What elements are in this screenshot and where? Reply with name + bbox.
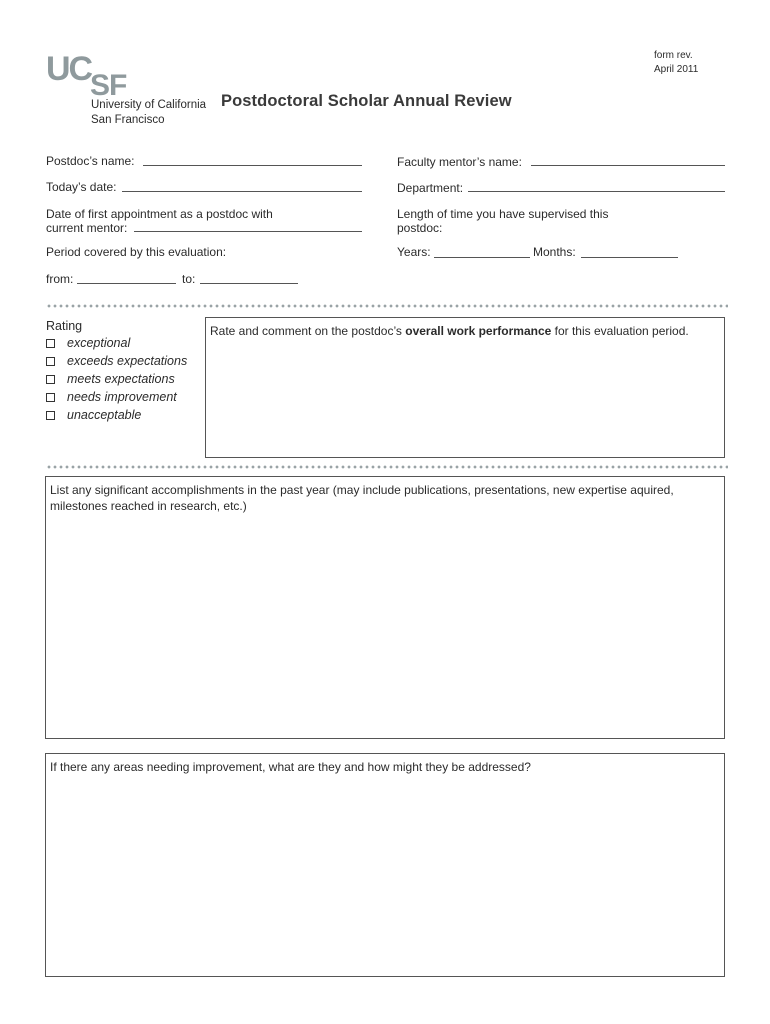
ucsf-logo [46, 50, 138, 96]
supervised-length-label: Length of time you have supervised this postdoc: [397, 207, 609, 235]
years-field[interactable] [434, 257, 530, 258]
rating-heading: Rating [46, 319, 83, 333]
rating-option-needs-improvement[interactable]: needs improvement [46, 390, 177, 404]
todays-date-label: Today’s date: [46, 180, 117, 194]
university-name: University of California San Francisco [91, 99, 207, 126]
rating-option-unacceptable[interactable]: unacceptable [46, 408, 141, 422]
dotted-divider [46, 465, 728, 469]
first-appointment-field[interactable] [134, 231, 362, 232]
postdoc-name-field[interactable] [143, 165, 362, 166]
months-field[interactable] [581, 257, 678, 258]
months-label: Months: [533, 245, 576, 259]
overall-performance-box[interactable] [205, 317, 725, 458]
rating-option-meets[interactable]: meets expectations [46, 372, 175, 386]
rating-option-exceeds[interactable]: exceeds expectations [46, 354, 187, 368]
form-revision: form rev. April 2011 [654, 50, 699, 75]
dotted-divider [46, 304, 728, 308]
svg-text:UC: UC [46, 50, 92, 88]
postdoc-name-label: Postdoc’s name: [46, 154, 135, 168]
accomplishments-box[interactable] [45, 476, 725, 739]
checkbox[interactable] [46, 375, 55, 384]
from-label: from: [46, 272, 74, 286]
improvement-prompt: If there any areas needing improvement, what are they and how might they be addressed? [50, 760, 531, 774]
department-field[interactable] [468, 191, 725, 192]
checkbox[interactable] [46, 393, 55, 402]
checkbox[interactable] [46, 357, 55, 366]
improvement-box[interactable] [45, 753, 725, 977]
rating-option-exceptional[interactable]: exceptional [46, 336, 130, 350]
checkbox[interactable] [46, 339, 55, 348]
svg-text:SF: SF [90, 69, 127, 96]
faculty-mentor-field[interactable] [531, 165, 725, 166]
to-field[interactable] [200, 283, 298, 284]
faculty-mentor-label: Faculty mentor’s name: [397, 155, 522, 169]
years-label: Years: [397, 245, 431, 259]
overall-performance-prompt: Rate and comment on the postdoc’s overall work performance for this evaluation period. [210, 324, 689, 338]
checkbox[interactable] [46, 411, 55, 420]
page-title: Postdoctoral Scholar Annual Review [221, 92, 512, 110]
first-appointment-label: Date of first appointment as a postdoc with current mentor: [46, 207, 273, 235]
todays-date-field[interactable] [122, 191, 362, 192]
from-field[interactable] [77, 283, 176, 284]
period-covered-label: Period covered by this evaluation: [46, 245, 227, 259]
to-label: to: [182, 272, 196, 286]
department-label: Department: [397, 181, 464, 195]
accomplishments-prompt: List any significant accomplishments in the past year (may include publications, presentations, new expertise aquired, milestones reached in research, etc.) [50, 483, 674, 513]
